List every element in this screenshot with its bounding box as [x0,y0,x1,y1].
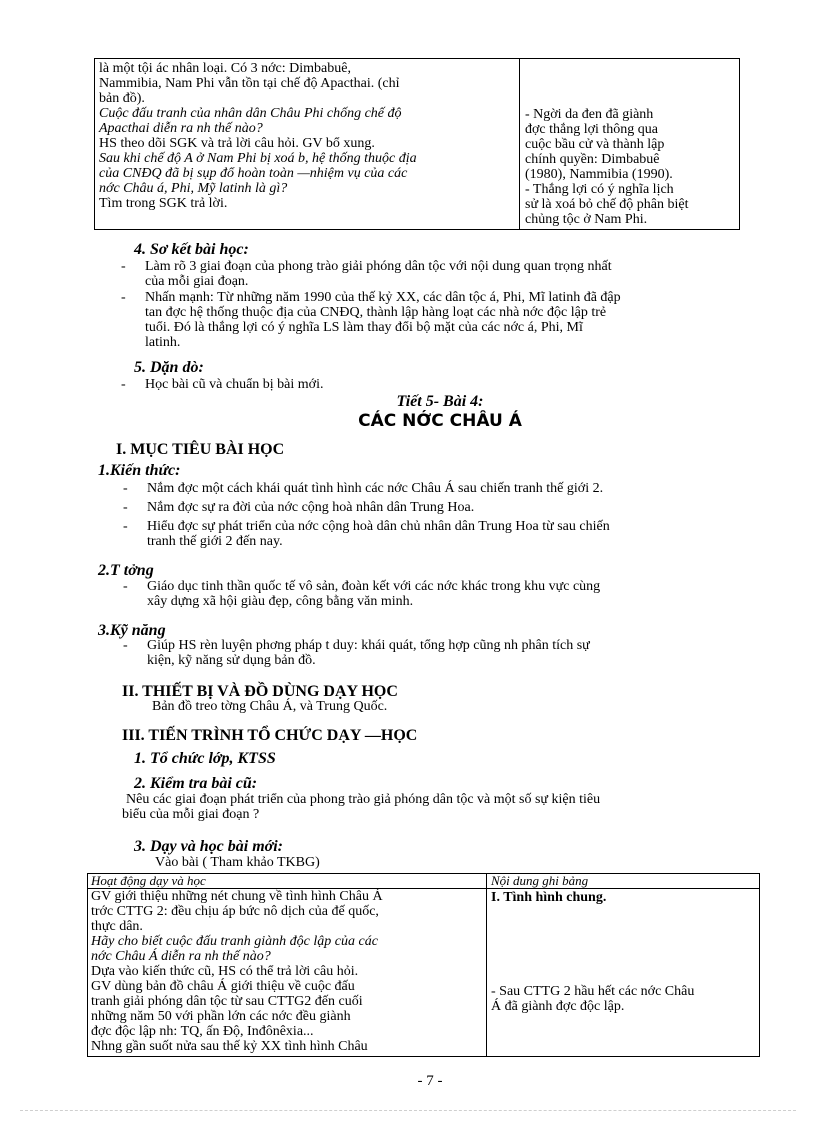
table-text: tranh giải phóng dân tộc từ sau CTTG2 đến cuối [91,994,363,1009]
so-ket-heading: 4. Sơ kết bài học: [134,241,249,258]
kien-thuc-bullet-2: - Nắm đợc sự ra đời của nớc cộng hoà nhân dân Trung Hoa. [147,500,762,515]
table-question: Sau khi chế độ A ở Nam Phi bị xoá b, hệ thống thuộc địa [99,151,417,166]
body-line: tranh thế giới 2 đến nay. [147,534,283,549]
body-line: Nêu các giai đoạn phát triển của phong trào giả phóng dân tộc và một số sự kiện tiêu [126,792,601,807]
top-table [94,58,740,230]
table-text: - Sau CTTG 2 hầu hết các nớc Châu [491,984,695,999]
dan-do-heading: 5. Dặn dò: [134,359,204,376]
body-line: Giúp HS rèn luyện phơng pháp t duy: khái quát, tổng hợp cũng nh phân tích sự [147,638,590,653]
body-line: Nhấn mạnh: Từ những năm 1990 của thế kỷ XX, các dân tộc á, Phi, Mĩ latinh đã đập [145,290,621,305]
table-text: thực dân. [91,919,143,934]
lesson-subtitle: Tiết 5- Bài 4: [396,393,484,410]
so-ket-bullet-1: - Làm rõ 3 giai đoạn của phong trào giải phóng dân tộc với nội dung quan trọng nhất của mỗi giai đoạn. [145,259,760,289]
ky-nang-bullet: - Giúp HS rèn luyện phơng pháp t duy: khái quát, tổng hợp cũng nh phân tích sự kiện, kỹ năng sử dụng bản đồ. [147,638,762,668]
lesson-title: CÁC NỚC CHÂU Á [358,411,522,431]
body-line: tan đợc hệ thống thuộc địa của CNĐQ, thành lập hàng loạt các nhà nớc độc lập trẻ [145,305,607,320]
t-tuong-heading: 2.T tởng [98,562,154,579]
ky-nang-heading: 3.Kỹ năng [98,622,166,639]
table-text: Nammibia, Nam Phi vẫn tồn tại chế độ Apacthai. (chỉ [99,76,400,91]
body-line: Nắm đợc một cách khái quát tình hình các nớc Châu Á sau chiến tranh thế giới 2. [147,481,604,496]
bottom-table [87,873,760,1057]
body-line: Hiểu đợc sự phát triển của nớc cộng hoà dân chủ nhân dân Trung Hoa từ sau chiến [147,519,610,534]
table-text: trớc CTTG 2: đều chịu áp bức nô dịch của đế quốc, [91,904,379,919]
table-text: chủng tộc ở Nam Phi. [525,212,648,227]
table-text: chính quyền: Dimbabuê [525,152,660,167]
table-question: Hãy cho biết cuộc đấu tranh giành độc lập của các [91,934,378,949]
section-2-text: Bản đồ treo tờng Châu Á, và Trung Quốc. [152,699,388,714]
dan-do-bullet: - Học bài cũ và chuẩn bị bài mới. [121,377,324,392]
table-question: nớc Châu á, Phi, Mỹ latinh là gì? [99,181,288,196]
header-activities: Hoạt động dạy và học [91,873,206,888]
kien-thuc-heading: 1.Kiến thức: [98,462,181,479]
table-question: của CNĐQ đã bị sụp đổ hoàn toàn —nhiệm vụ của các [99,166,408,181]
table-question: Cuộc đấu tranh của nhân dân Châu Phi chống chế độ [99,106,402,121]
body-line: Giáo dục tinh thần quốc tế vô sản, đoàn kết với các nớc khác trong khu vực cùng [147,579,601,594]
section-2-heading: II. THIẾT BỊ VÀ ĐỒ DÙNG DẠY HỌC [122,683,398,700]
table-text: - Ngời da đen đã giành [525,107,654,122]
section-3-heading: III. TIẾN TRÌNH TỔ CHỨC DẠY —HỌC [122,727,418,744]
vao-bai: Vào bài ( Tham khảo TKBG) [155,855,320,870]
table-text: bản đồ). [99,91,145,106]
body-line: Làm rõ 3 giai đoạn của phong trào giải phóng dân tộc với nội dung quan trọng nhất [145,259,612,274]
so-ket-bullet-2: - Nhấn mạnh: Từ những năm 1990 của thế kỷ XX, các dân tộc á, Phi, Mĩ latinh đã đập tan đợc hệ thống thuộc địa của CNĐQ, thành lập hàng loạt các nhà nớc độc lập trẻ tuổi. Đó là thắng lợi có ý nghĩa LS làm thay đổi bộ mặt của các nớc á, Phi, Mĩ latinh. [145,290,760,350]
table-text: cuộc bầu cử và thành lập [525,137,665,152]
body-line: xây dựng xã hội giàu đẹp, công bằng văn minh. [147,594,414,609]
table-text: những năm 50 với phần lớn các nớc đều giành [91,1009,351,1024]
body-line: tuổi. Đó là thắng lợi có ý nghĩa LS làm thay đổi bộ mặt của các nớc á, Phi, Mĩ [145,320,583,335]
table-question: nớc Châu Á diễn ra nh thế nào? [91,949,271,964]
table-text: là một tội ác nhân loại. Có 3 nớc: Dimbabuê, [99,61,351,76]
table-text: HS theo dõi SGK và trả lời câu hỏi. GV bổ xung. [99,136,375,151]
right-section-heading: I. Tình hình chung. [491,890,607,905]
bottom-table-left-cell [91,889,483,1054]
body-line: Học bài cũ và chuẩn bị bài mới. [145,377,324,392]
kien-thuc-bullet-1: - Nắm đợc một cách khái quát tình hình các nớc Châu Á sau chiến tranh thế giới 2. [147,481,762,496]
page-bottom-rule [20,1110,796,1111]
body-line: latinh. [145,335,181,350]
body-line: Nắm đợc sự ra đời của nớc cộng hoà nhân dân Trung Hoa. [147,500,475,515]
table-text: sử là xoá bỏ chế độ phân biệt [525,197,689,212]
table-text: đợc độc lập nh: TQ, ấn Độ, Inđônêxia... [91,1024,314,1039]
table-text: đợc thắng lợi thông qua [525,122,659,137]
kien-thuc-bullet-3: - Hiểu đợc sự phát triển của nớc cộng hoà dân chủ nhân dân Trung Hoa từ sau chiến tranh thế giới 2 đến nay. [147,519,762,549]
table-text: (1980), Nammibia (1990). [525,167,673,182]
bottom-table-right-cell [491,984,755,1014]
day-hoc-bai-moi: 3. Dạy và học bài mới: [134,838,284,855]
top-table-right-cell [525,107,735,227]
to-chuc-lop: 1. Tổ chức lớp, KTSS [134,750,276,767]
table-text: GV dùng bản đồ châu Á giới thiệu về cuộc đấu [91,979,355,994]
table-divider [486,874,487,1056]
header-board-content: Nội dung ghi bảng [491,873,589,888]
table-text: Á đã giành đợc độc lập. [491,999,625,1014]
table-text: - Thắng lợi có ý nghĩa lịch [525,182,674,197]
table-text: Dựa vào kiến thức cũ, HS có thể trả lời câu hỏi. [91,964,359,979]
top-table-left-cell [99,61,515,211]
body-line: kiện, kỹ năng sử dụng bản đồ. [147,653,316,668]
table-text: Nhng gần suốt nửa sau thế kỷ XX tình hình Châu [91,1039,368,1054]
table-divider [519,59,520,229]
t-tuong-bullet: - Giáo dục tinh thần quốc tế vô sản, đoàn kết với các nớc khác trong khu vực cùng xây dựng xã hội giàu đẹp, công bằng văn minh. [147,579,762,609]
table-text: GV giới thiệu những nét chung về tình hình Châu Á [91,889,383,904]
body-line: của mỗi giai đoạn. [145,274,249,289]
page-number: - 7 - [417,1073,443,1089]
kiem-tra-bai-cu: 2. Kiểm tra bài cũ: [134,775,258,792]
kiem-tra-text [122,792,766,822]
table-text: Tìm trong SGK trả lời. [99,196,228,211]
section-1-heading: I. MỤC TIÊU BÀI HỌC [116,441,285,458]
body-line: biểu của mỗi giai đoạn ? [122,807,260,822]
table-question: Apacthai diễn ra nh thế nào? [99,121,263,136]
